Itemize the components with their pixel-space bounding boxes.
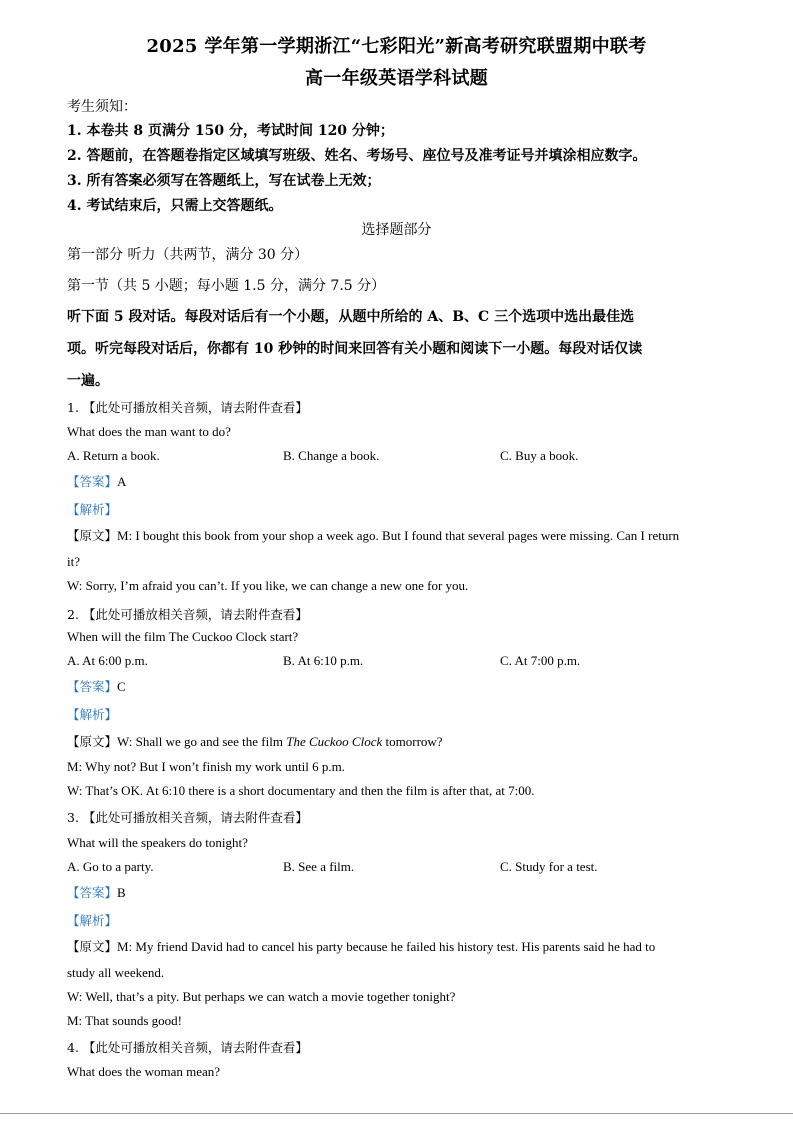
q3-option-c: C. Study for a test. bbox=[500, 859, 598, 874]
q2-original-line-3: W: That’s OK. At 6:10 there is a short documentary and then the film is after that, at 7:00. bbox=[67, 783, 535, 798]
q3-analysis-label: 【解析】 bbox=[67, 913, 118, 928]
subsection-heading: 第一节（共 5 小题；每小题 1.5 分，满分 7.5 分） bbox=[67, 278, 386, 294]
audio-note-3: 3. 【此处可播放相关音频，请去附件查看】 bbox=[67, 810, 308, 825]
q3-original-line-2: study all weekend. bbox=[67, 965, 165, 980]
audio-note-1: 1. 【此处可播放相关音频，请去附件查看】 bbox=[67, 400, 308, 415]
notice-heading: 考生须知： bbox=[67, 99, 137, 115]
instructions-line-2: 项。听完每段对话后，你都有 10 秒钟的时间来回答有关小题和阅读下一小题。每段对话仅读 bbox=[67, 341, 643, 357]
exam-title-line2: 高一年级英语学科试题 bbox=[305, 68, 488, 89]
answer-value: C bbox=[117, 679, 126, 694]
instructions-line-1: 听下面 5 段对话。每段对话后有一个小题，从题中所给的 A、B、C 三个选项中选出最佳选 bbox=[67, 309, 635, 325]
q3-original-line-3: W: Well, that’s a pity. But perhaps we can watch a movie together tonight? bbox=[67, 989, 456, 1004]
q1-option-c: C. Buy a book. bbox=[500, 448, 579, 463]
answer-label: 【答案】 bbox=[67, 679, 118, 694]
answer-label: 【答案】 bbox=[67, 474, 118, 489]
q2-option-b: B. At 6:10 p.m. bbox=[283, 653, 364, 668]
section-title: 选择题部分 bbox=[361, 222, 432, 238]
page-bottom-divider bbox=[0, 1113, 793, 1114]
q1-original-line-2: it? bbox=[67, 554, 80, 569]
q3-original-line-4: M: That sounds good! bbox=[67, 1013, 182, 1028]
q1-analysis-label: 【解析】 bbox=[67, 502, 118, 517]
q1-answer bbox=[67, 472, 126, 490]
exam-title-line1: 2025 学年第一学期浙江“七彩阳光”新高考研究联盟期中联考 bbox=[146, 36, 647, 57]
q2-original-line-2: M: Why not? But I won’t finish my work until 6 p.m. bbox=[67, 759, 345, 774]
q1-original-line-3: W: Sorry, I’m afraid you can’t. If you like, we can change a new one for you. bbox=[67, 578, 469, 593]
q2-analysis-label: 【解析】 bbox=[67, 707, 118, 722]
answer-value: A bbox=[117, 474, 127, 489]
original-label: 【原文】 bbox=[67, 528, 118, 543]
q2-option-c: C. At 7:00 p.m. bbox=[500, 653, 581, 668]
answer-value: B bbox=[117, 885, 126, 900]
question-2-text: When will the film The Cuckoo Clock start? bbox=[67, 629, 299, 644]
original-label: 【原文】 bbox=[67, 939, 118, 954]
audio-note-2: 2. 【此处可播放相关音频，请去附件查看】 bbox=[67, 607, 308, 622]
q3-original-line-1: 【原文】M: My friend David had to cancel his party because he failed his history test. His parents said he had to bbox=[67, 939, 656, 954]
answer-label: 【答案】 bbox=[67, 885, 118, 900]
q2-answer bbox=[67, 677, 126, 695]
notice-item-4: 4. 考试结束后，只需上交答题纸。 bbox=[67, 198, 283, 214]
original-label: 【原文】 bbox=[67, 734, 118, 749]
notice-item-2: 2. 答题前，在答题卷指定区域填写班级、姓名、考场号、座位号及准考证号并填涂相应数字。 bbox=[67, 148, 647, 164]
question-4-text: What does the woman mean? bbox=[67, 1064, 221, 1079]
audio-note-4: 4. 【此处可播放相关音频，请去附件查看】 bbox=[67, 1040, 308, 1055]
q1-option-a: A. Return a book. bbox=[67, 448, 160, 463]
q3-option-a: A. Go to a party. bbox=[67, 859, 154, 874]
notice-item-3: 3. 所有答案必须写在答题纸上，写在试卷上无效； bbox=[67, 173, 381, 189]
q2-option-a: A. At 6:00 p.m. bbox=[67, 653, 148, 668]
notice-item-1: 1. 本卷共 8 页满分 150 分，考试时间 120 分钟； bbox=[67, 123, 394, 139]
film-title: The Cuckoo Clock bbox=[286, 734, 383, 749]
question-3-text: What will the speakers do tonight? bbox=[67, 835, 248, 850]
q1-original-line-1: 【原文】M: I bought this book from your shop a week ago. But I found that several pages were missing. Can I return bbox=[67, 528, 680, 543]
question-1-text: What does the man want to do? bbox=[67, 424, 231, 439]
q3-answer bbox=[67, 883, 126, 901]
instructions-line-3: 一遍。 bbox=[67, 373, 109, 389]
q1-option-b: B. Change a book. bbox=[283, 448, 380, 463]
q3-option-b: B. See a film. bbox=[283, 859, 355, 874]
part-heading: 第一部分 听力（共两节，满分 30 分） bbox=[67, 247, 309, 263]
q2-original-line-1: 【原文】W: Shall we go and see the film The Cuckoo Clock tomorrow? bbox=[67, 734, 443, 749]
